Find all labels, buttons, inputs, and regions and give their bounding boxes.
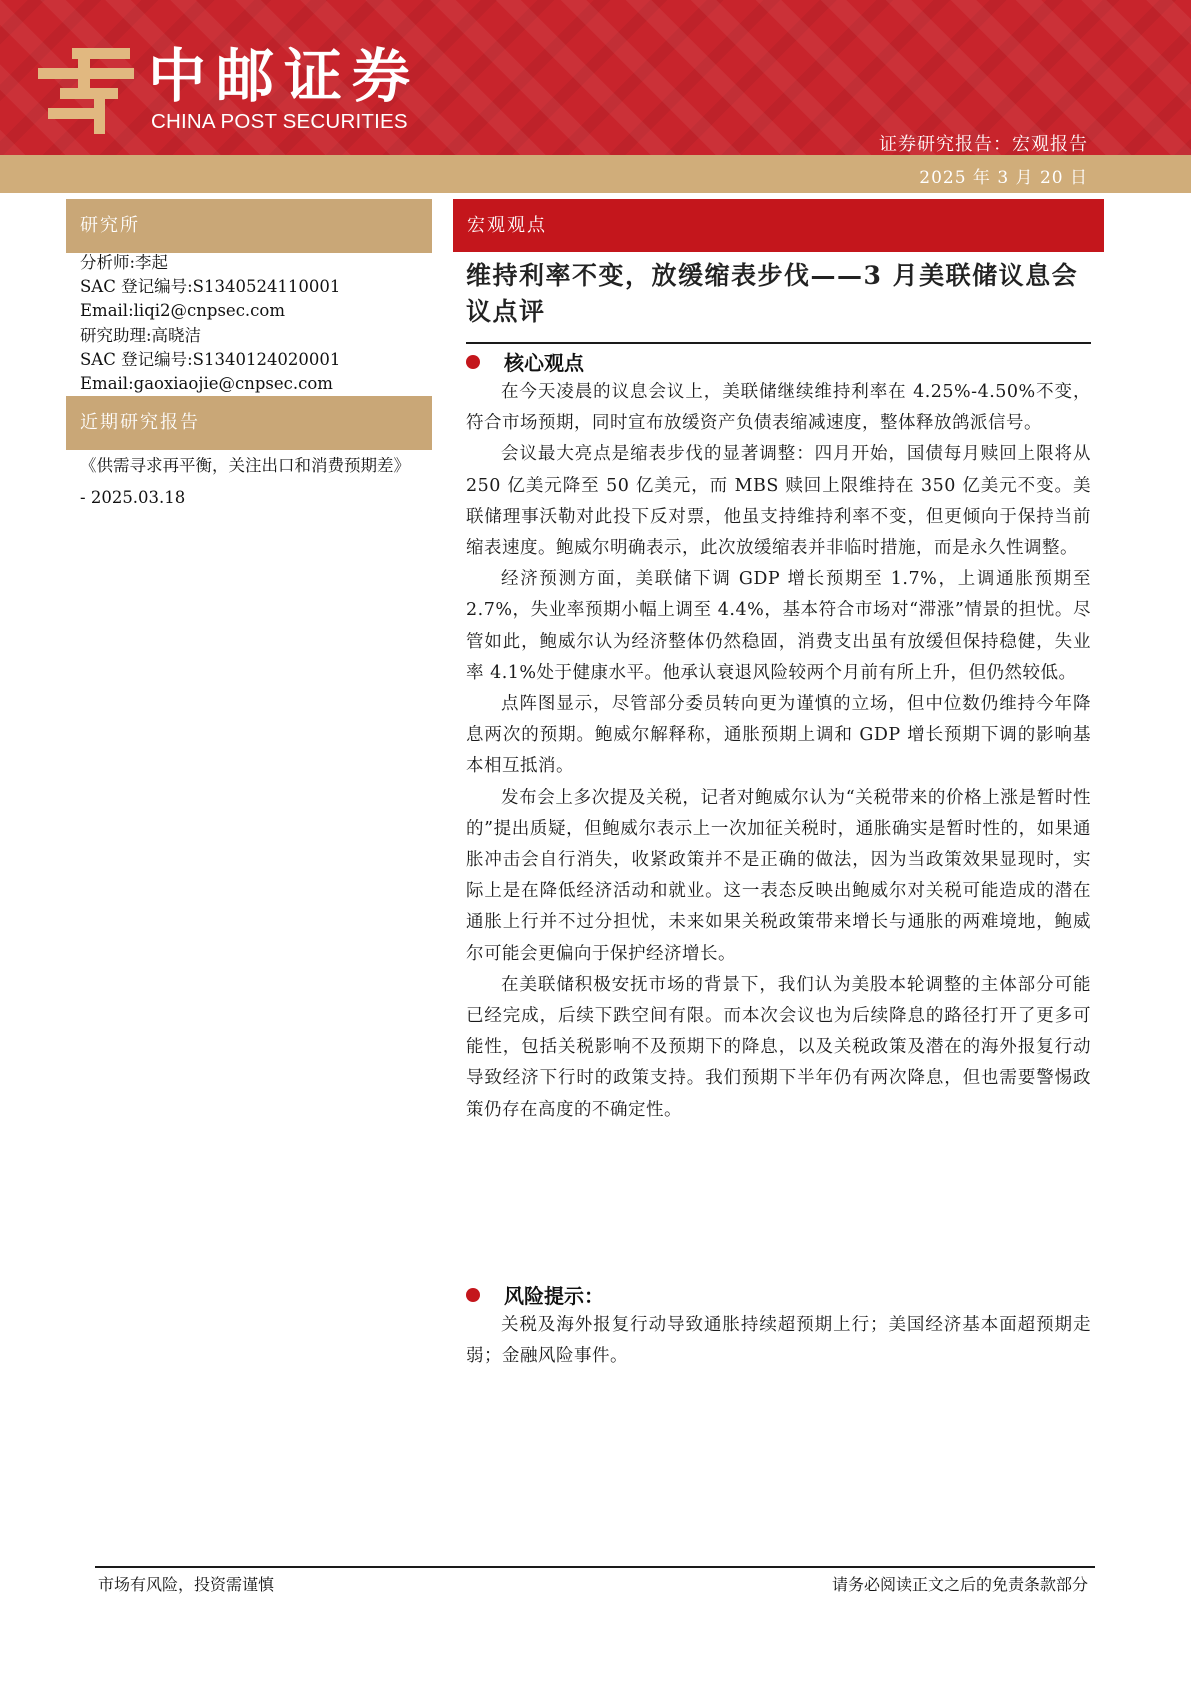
risk-body (466, 1310, 1091, 1372)
report-type: 证券研究报告：宏观报告 (879, 134, 1088, 155)
header-date-bar (0, 155, 1191, 193)
institute-heading: 研究所 (66, 199, 432, 253)
brand-name-cn: 中邮证券 (148, 42, 421, 110)
recent-reports-heading: 近期研究报告 (66, 396, 432, 450)
paragraph: 发布会上多次提及关税，记者对鲍威尔认为“关税带来的价格上涨是暂时性的”提出质疑，但鲍威尔表示上一次加征关税时，通胀确实是暂时性的，如果通胀冲击会自行消失，收紧政策并不是正确的做法，因为当政策效果显现时，实际上是在降低经济活动和就业。这一表态反映出鲍威尔对关税可能造成的潜在通胀上行并不过分担忧，未来如果关税政策带来增长与通胀的两难境地，鲍威尔可能会更偏向于保护经济增长。 (466, 787, 1091, 964)
paragraph: 点阵图显示，尽管部分委员转向更为谨慎的立场，但中位数仍维持今年降息两次的预期。鲍威尔解释称，通胀预期上调和 GDP 增长预期下调的影响基本相互抵消。 (466, 694, 1091, 777)
assistant-sac-number: SAC 登记编号:S1340124020001 (80, 349, 341, 369)
footer-disclaimer-notice: 请务必阅读正文之后的免责条款部分 (831, 1575, 1088, 1594)
paragraph: 在今天凌晨的议息会议上，美联储继续维持利率在 4.25%-4.50%不变，符合市场预期，同时宣布放缓资产负债表缩减速度，整体释放鸽派信号。 (466, 382, 1091, 434)
paragraph: 会议最大亮点是缩表步伐的显著调整：四月开始，国债每月赎回上限将从 250 亿美元降至 50 亿美元，而 MBS 赎回上限维持在 350 亿美元不变。美联储理事沃勒对此投下反对票，他虽支持维持利率不变，但更倾向于保持当前缩表速度。鲍威尔明确表示，此次放缓缩表并非临时措施，而是永久性调整。 (466, 444, 1091, 559)
analyst-info (80, 251, 340, 396)
core-view-heading-text: 核心观点 (504, 351, 584, 375)
paragraph: 经济预测方面，美联储下调 GDP 增长预期至 1.7%，上调通胀预期至 2.7%，失业率预期小幅上调至 4.4%，基本符合市场对“滞涨”情景的担忧。尽管如此，鲍威尔认为经济整体仍然稳固，消费支出虽有放缓但保持稳健，失业率 4.1%处于健康水平。他承认衰退风险较两个月前有所上升，但仍然较低。 (466, 569, 1091, 683)
core-view-body (466, 377, 1091, 1126)
bullet-dot-icon (466, 355, 480, 369)
assistant-name: 研究助理:高晓洁 (80, 325, 202, 345)
footer-divider (95, 1566, 1095, 1568)
header-banner (0, 0, 1191, 155)
analyst-name: 分析师:李起 (80, 253, 169, 272)
paragraph: 关税及海外报复行动导致通胀持续超预期上行；美国经济基本面超预期走弱；金融风险事件。 (466, 1315, 1091, 1367)
assistant-email[interactable]: Email:gaoxiaojie@cnpsec.com (80, 374, 333, 394)
paragraph: 在美联储积极安抚市场的背景下，我们认为美股本轮调整的主体部分可能已经完成，后续下跌空间有限。而本次会议也为后续降息的路径打开了更多可能性，包括关税影响不及预期下的降息，以及关税政策及潜在的海外报复行动导致经济下行时的政策支持。我们预期下半年仍有两次降息，但也需要警惕政策仍存在高度的不确定性。 (466, 974, 1091, 1120)
brand-name-en: CHINA POST SECURITIES (151, 110, 408, 133)
risk-heading (466, 1280, 604, 1309)
recent-report-link[interactable]: 《供需寻求再平衡，关注出口和消费预期差》 - 2025.03.18 (80, 456, 410, 507)
section-label: 宏观观点 (453, 199, 1104, 252)
footer-risk-notice: 市场有风险，投资需谨慎 (98, 1575, 275, 1594)
report-title: 维持利率不变，放缓缩表步伐——3 月美联储议息会议点评 (466, 261, 1079, 326)
report-date: 2025 年 3 月 20 日 (919, 168, 1088, 188)
analyst-email[interactable]: Email:liqi2@cnpsec.com (80, 301, 286, 321)
title-divider (466, 342, 1091, 344)
core-view-heading (466, 347, 584, 376)
analyst-sac-number: SAC 登记编号:S1340524110001 (80, 277, 341, 297)
risk-heading-text: 风险提示： (504, 1284, 604, 1308)
china-post-logo-icon (38, 48, 134, 134)
bullet-dot-icon (466, 1288, 480, 1302)
